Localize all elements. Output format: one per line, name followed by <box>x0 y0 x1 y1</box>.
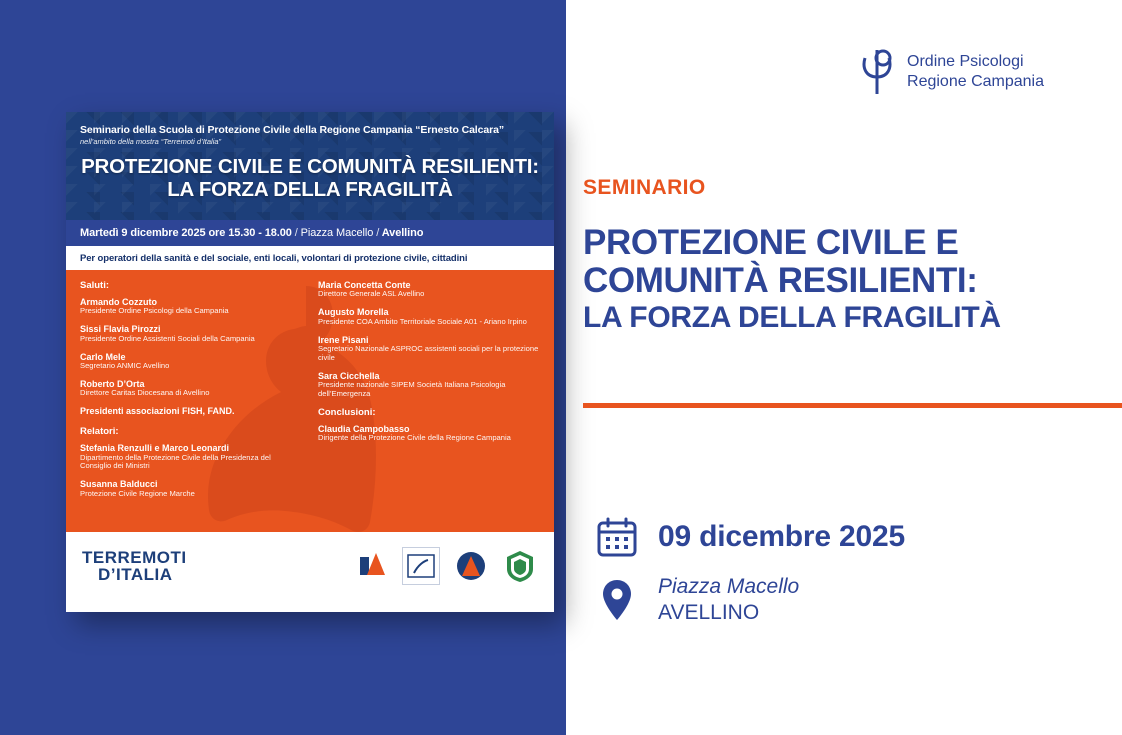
person-name: Armando Cozzuto <box>80 296 157 307</box>
person-entry <box>80 479 302 498</box>
person-role: Presidente nazionale SIPEM Società Italiana Psicologia dell’Emergenza <box>318 380 506 399</box>
event-meta <box>596 516 905 641</box>
poster-body <box>66 270 554 532</box>
person-role: Dipartimento della Protezione Civile della Presidenza del Consiglio dei Ministri <box>80 452 271 471</box>
brand-line1: Ordine Psicologi <box>907 53 1024 71</box>
protezione-civile-campania-logo-icon <box>453 548 489 584</box>
poster-audience: Per operatori della sanità e del sociale, enti locali, volontari di protezione civile, cittadini <box>66 246 554 270</box>
map-pin-icon <box>596 577 638 623</box>
person-entry <box>318 424 540 443</box>
person-name: Sara Cicchella <box>318 370 380 381</box>
poster-when-city: Avellino <box>381 226 424 239</box>
person-entry <box>80 379 302 398</box>
person-role: Dirigente della Protezione Civile della Regione Campania <box>318 433 511 443</box>
poster-footer <box>66 532 554 600</box>
person-role: Protezione Civile Regione Marche <box>80 488 195 498</box>
speakers-heading: Relatori: <box>80 426 119 438</box>
poster-when-bar <box>66 220 554 246</box>
person-entry <box>80 352 302 371</box>
person-name: Roberto D’Orta <box>80 378 145 389</box>
person-role: Direttore Caritas Diocesana di Avellino <box>80 388 210 398</box>
associations-note: Presidenti associazioni FISH, FAND. <box>80 406 235 417</box>
protezione-civile-logo-icon <box>353 548 389 584</box>
person-name: Stefania Renzulli e Marco Leonardi <box>80 443 230 454</box>
conclusions-heading: Conclusioni: <box>318 407 376 419</box>
person-name: Claudia Campobasso <box>318 424 410 435</box>
sponsor-logos <box>353 547 538 585</box>
psi-symbol-icon <box>857 46 897 98</box>
terremoti-ditalia-logo <box>82 549 187 583</box>
poster-right-column <box>318 280 540 507</box>
person-entry <box>80 297 302 316</box>
brand-line2: Regione Campania <box>907 73 1044 90</box>
event-poster-image <box>66 112 554 612</box>
poster-when-place: Piazza Macello <box>300 226 374 239</box>
headline-line1: PROTEZIONE CIVILE E <box>583 223 959 262</box>
person-name: Susanna Balducci <box>80 479 158 490</box>
person-role: Segretario Nazionale ASPROC assistenti sociali per la protezione civile <box>318 343 539 362</box>
headline-line3: LA FORZA DELLA FRAGILITÀ <box>583 301 1001 335</box>
poster-title-line1: PROTEZIONE CIVILE E COMUNITÀ RESILIENTI: <box>81 155 539 179</box>
person-entry <box>80 324 302 343</box>
headline-line2: COMUNITÀ RESILIENTI: <box>583 261 978 301</box>
event-venue: Piazza Macello <box>658 575 800 598</box>
greetings-heading: Saluti: <box>80 279 110 291</box>
terremoti-line2: D’ITALIA <box>98 564 173 584</box>
person-role: Presidente Ordine Assistenti Sociali della Campania <box>80 333 255 343</box>
person-name: Augusto Morella <box>318 307 389 318</box>
person-entry <box>80 443 302 471</box>
person-role: Segretario ANMIC Avellino <box>80 360 170 370</box>
person-name: Irene Pisani <box>318 334 369 345</box>
person-role: Presidente COA Ambito Territoriale Sociale A01 - Ariano Irpino <box>318 316 527 326</box>
seminar-kicker: SEMINARIO <box>583 176 706 199</box>
event-location-row <box>596 574 905 625</box>
ordine-psicologi-brand <box>857 46 1044 98</box>
poster-header-line2: nell’ambito della mostra “Terremoti d’Italia” <box>80 137 222 147</box>
event-location <box>658 574 799 625</box>
brand-text <box>907 52 1044 91</box>
person-role: Presidente Ordine Psicologi della Campania <box>80 306 229 316</box>
poster-header-line1: Seminario della Scuola di Protezione Civile della Regione Campania “Ernesto Calcara” <box>80 124 504 136</box>
poster-left-column <box>80 280 302 507</box>
event-headline <box>583 224 1083 335</box>
person-role: Direttore Generale ASL Avellino <box>318 289 425 299</box>
calendar-icon <box>596 516 638 558</box>
poster-when-sep2: / <box>376 226 380 239</box>
poster-columns <box>80 280 540 507</box>
person-entry <box>318 280 540 299</box>
poster-title <box>80 156 540 214</box>
poster-when-sep1: / <box>294 226 298 239</box>
person-entry <box>318 307 540 326</box>
orange-divider <box>583 403 1122 408</box>
poster-title-line2: LA FORZA DELLA FRAGILITÀ <box>167 178 453 202</box>
poster-header <box>66 112 554 220</box>
terremoti-line1: TERREMOTI <box>82 547 187 567</box>
event-date: 09 dicembre 2025 <box>658 520 905 553</box>
poster-when-date: Martedì 9 dicembre 2025 ore 15.30 - 18.00 <box>80 226 292 239</box>
person-entry <box>318 371 540 399</box>
comune-avellino-logo-icon <box>502 548 538 584</box>
event-city: AVELLINO <box>658 600 760 624</box>
person-name: Sissi Flavia Pirozzi <box>80 324 161 335</box>
person-name: Maria Concetta Conte <box>318 279 411 290</box>
person-name: Carlo Mele <box>80 351 126 362</box>
event-date-row <box>596 516 905 558</box>
person-entry <box>318 335 540 363</box>
regione-campania-logo-icon <box>402 547 440 585</box>
